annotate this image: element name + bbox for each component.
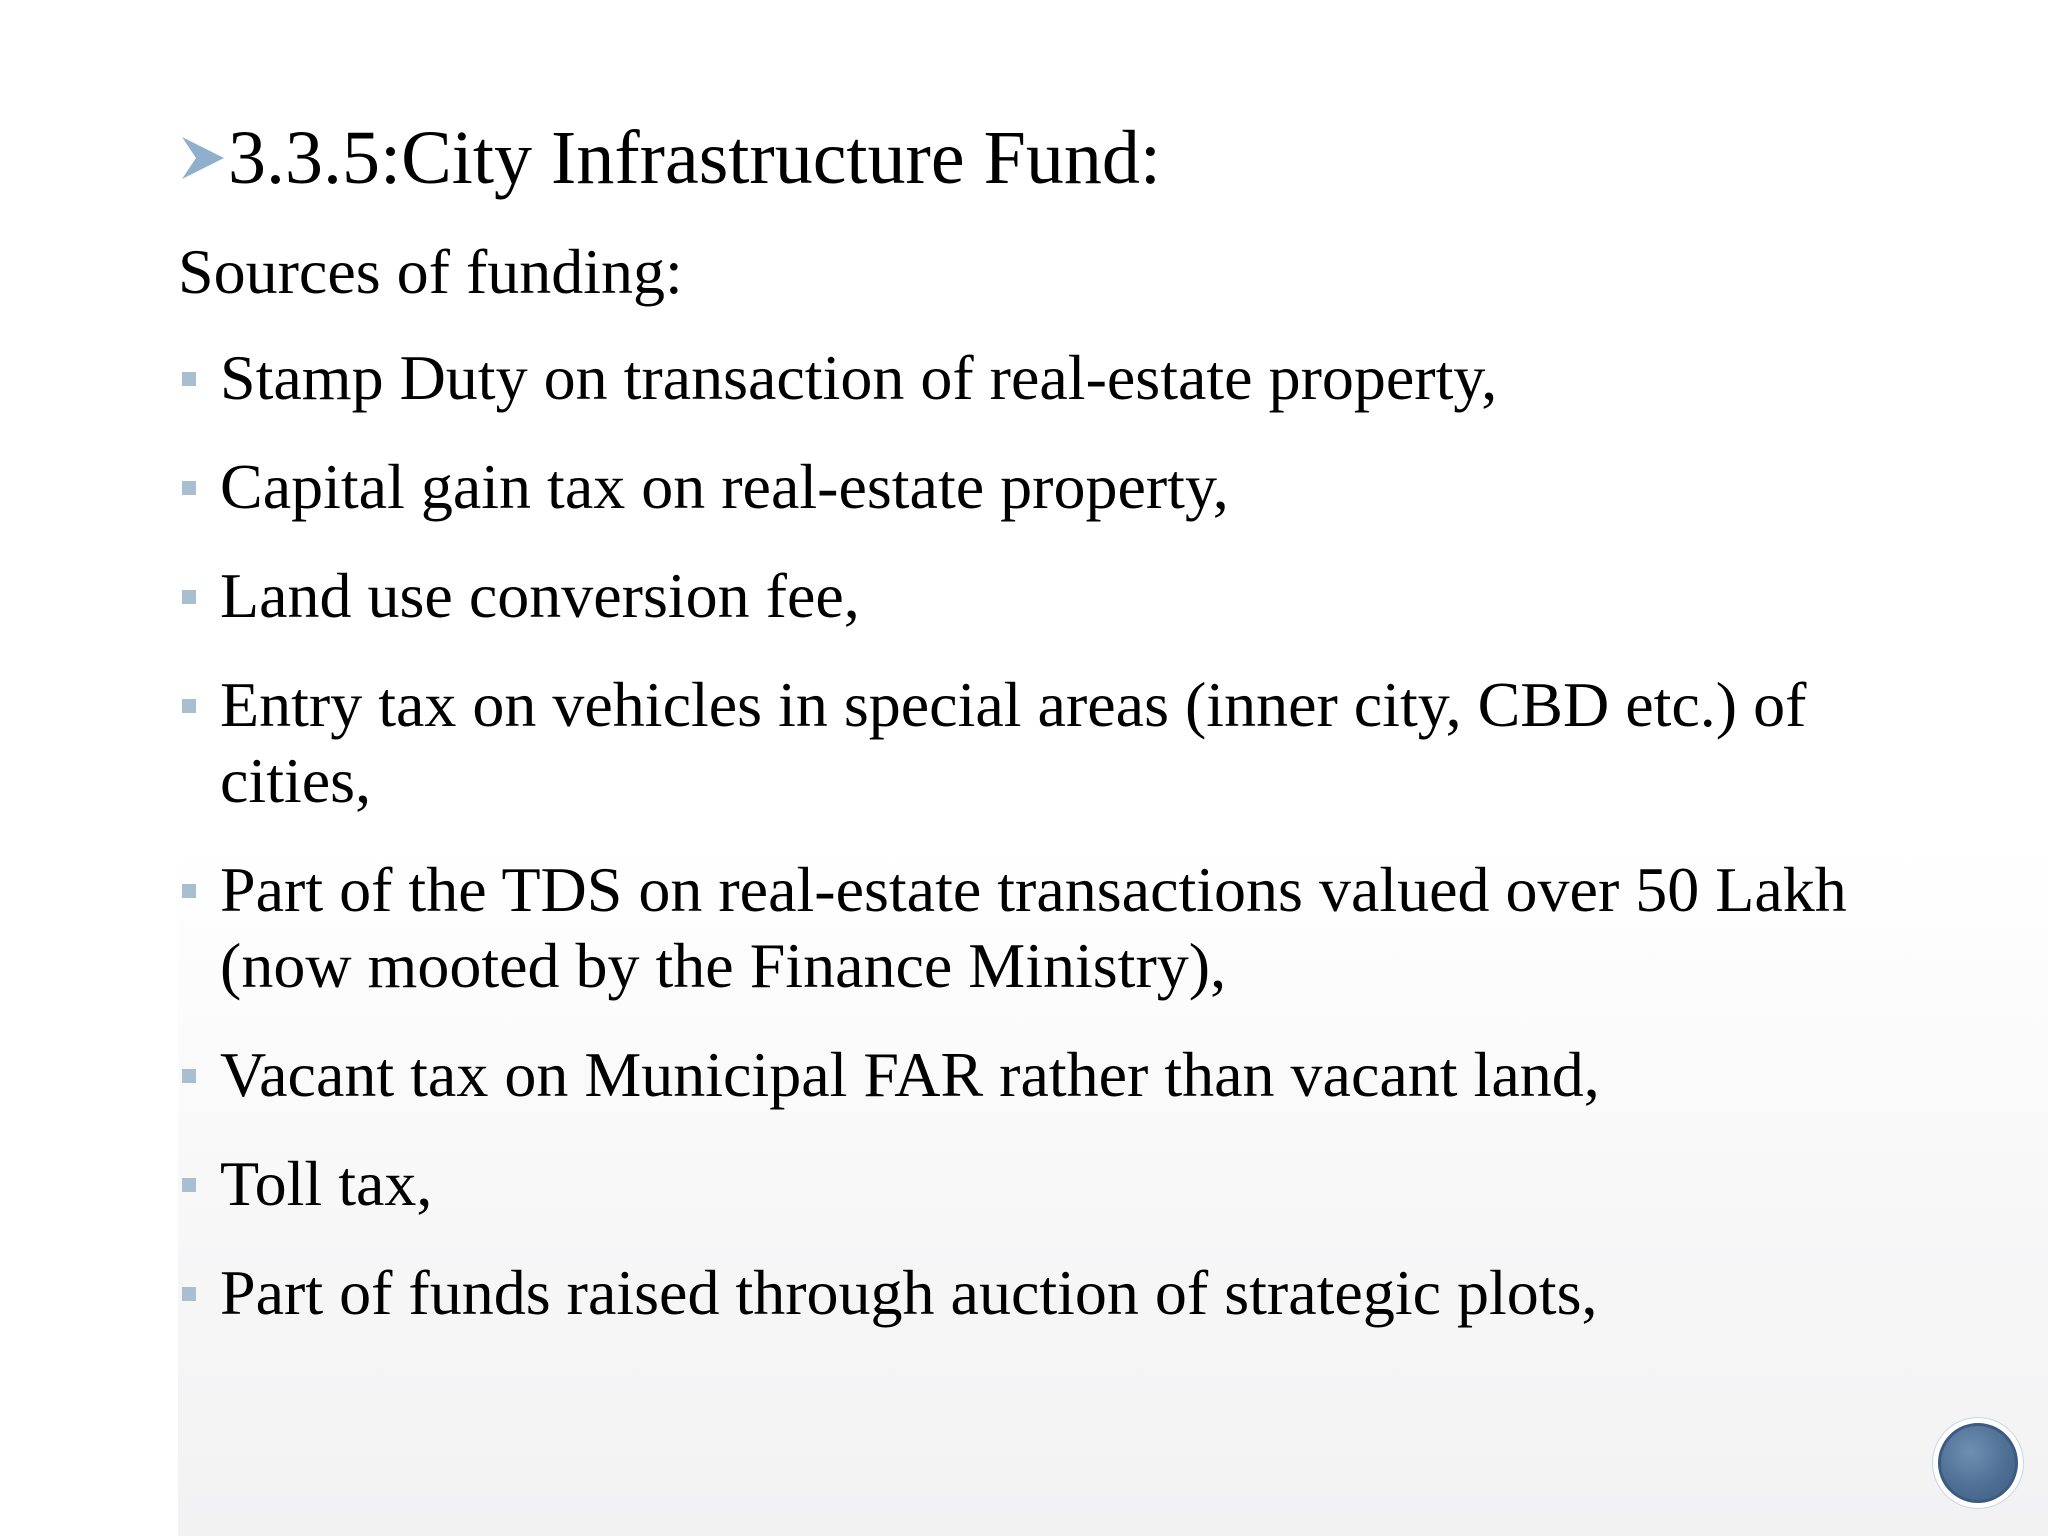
bullet-text: Stamp Duty on transaction of real-estate property,	[220, 342, 1498, 413]
slide-subtitle: Sources of funding:	[178, 236, 683, 307]
list-item	[178, 852, 1898, 1004]
list-item	[178, 1255, 1898, 1331]
slide-title: 3.3.5:City Infrastructure Fund:	[228, 116, 1161, 200]
bullet-list	[178, 340, 1898, 1364]
bullet-text: Capital gain tax on real-estate property,	[220, 451, 1229, 522]
list-item	[178, 1146, 1898, 1222]
square-bullet-icon	[182, 1287, 196, 1301]
square-bullet-icon	[182, 372, 196, 386]
bullet-text: Vacant tax on Municipal FAR rather than vacant land,	[220, 1039, 1600, 1110]
slide-nav-button[interactable]	[1933, 1418, 2023, 1508]
list-item	[178, 1037, 1898, 1113]
bullet-text: Land use conversion fee,	[220, 560, 860, 631]
bullet-text: Toll tax,	[220, 1148, 433, 1219]
list-item	[178, 558, 1898, 634]
square-bullet-icon	[182, 1178, 196, 1192]
square-bullet-icon	[182, 1069, 196, 1083]
bullet-text: Entry tax on vehicles in special areas (inner city, CBD etc.) of cities,	[220, 669, 1807, 816]
square-bullet-icon	[182, 481, 196, 495]
circle-nav-button-icon	[1938, 1423, 2018, 1503]
slide-title-row	[180, 108, 1161, 208]
bullet-text: Part of the TDS on real-estate transactions valued over 50 Lakh (now mooted by the Finance Ministry),	[220, 854, 1847, 1001]
list-item	[178, 667, 1898, 819]
list-item	[178, 449, 1898, 525]
square-bullet-icon	[182, 884, 196, 898]
square-bullet-icon	[182, 590, 196, 604]
bullet-text: Part of funds raised through auction of strategic plots,	[220, 1257, 1598, 1328]
list-item	[178, 340, 1898, 416]
square-bullet-icon	[182, 699, 196, 713]
arrowhead-bullet-icon	[180, 128, 226, 188]
